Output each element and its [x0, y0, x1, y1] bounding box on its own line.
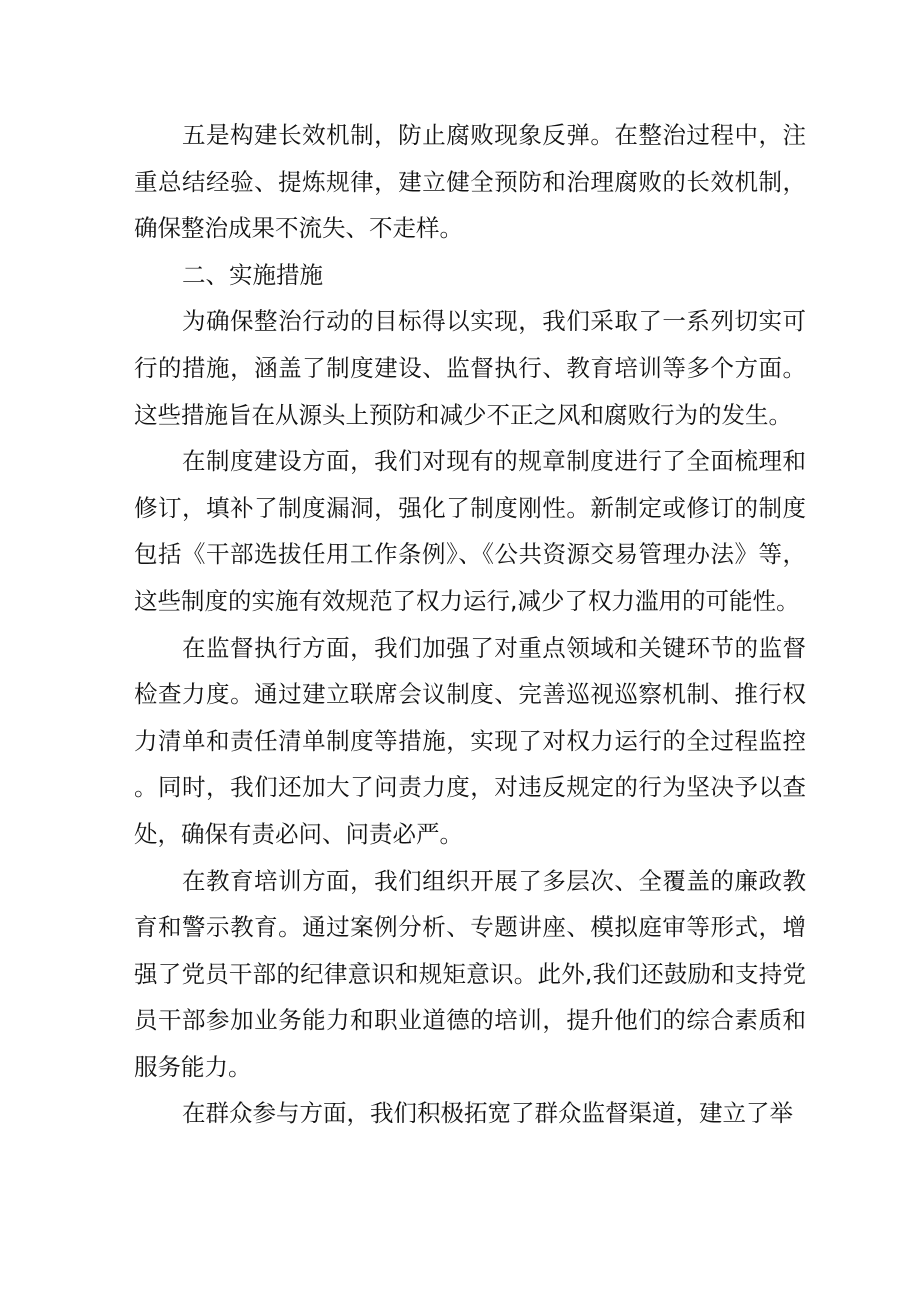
- paragraph-education-training: 在教育培训方面，我们组织开展了多层次、全覆盖的廉政教育和警示教育。通过案例分析、专题讲座、模拟庭审等形式，增强了党员干部的纪律意识和规矩意识。此外,我们还鼓励和支持党员干部参加业务能力和职业道德的培训，提升他们的综合素质和服务能力。: [134, 866, 806, 1081]
- paragraph-long-term-mechanism: 五是构建长效机制，防止腐败现象反弹。在整治过程中，注重总结经验、提炼规律，建立健全预防和治理腐败的长效机制，确保整治成果不流失、不走样。: [134, 121, 806, 243]
- paragraph-institution-building: 在制度建设方面，我们对现有的规章制度进行了全面梳理和修订，填补了制度漏洞，强化了制度刚性。新制定或修订的制度包括《干部选拔任用工作条例》、《公共资源交易管理办法》等，这些制度的实施有效规范了权力运行,减少了权力滥用的可能性。: [134, 447, 806, 615]
- paragraph-supervision: 在监督执行方面，我们加强了对重点领域和关键环节的监督检查力度。通过建立联席会议制度、完善巡视巡察机制、推行权力清单和责任清单制度等措施，实现了对权力运行的全过程监控。同时，我们还加大了问责力度，对违反规定的行为坚决予以查处，确保有责必问、问责必严。: [134, 633, 806, 848]
- document-body: [134, 112, 806, 1137]
- paragraph-public-participation: 在群众参与方面，我们积极拓宽了群众监督渠道，建立了举: [182, 1099, 793, 1128]
- paragraph-measures-intro: 为确保整治行动的目标得以实现，我们采取了一系列切实可行的措施，涵盖了制度建设、监督执行、教育培训等多个方面。这些措施旨在从源头上预防和减少不正之风和腐败行为的发生。: [134, 307, 806, 429]
- section-heading-measures: 二、实施措施: [182, 260, 323, 289]
